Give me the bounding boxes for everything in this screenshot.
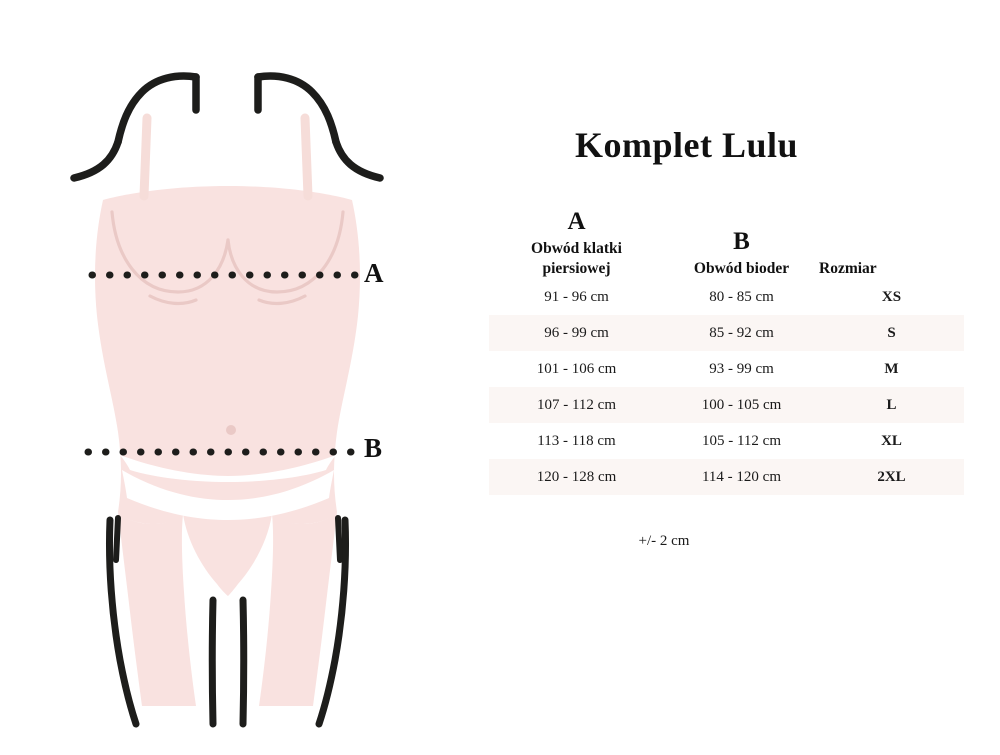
cell-size: XS [881, 288, 902, 305]
table-row [489, 279, 964, 315]
cell-size: M [884, 360, 899, 377]
table-row [489, 315, 964, 351]
column-header-chest-label: Obwód klatki piersiowej [531, 240, 622, 277]
cell-chest: 120 - 128 cm [536, 468, 617, 485]
column-header-hips-letter: B [733, 228, 750, 255]
tolerance-note: +/- 2 cm [638, 533, 690, 549]
page-title: Komplet Lulu [575, 125, 799, 165]
column-header-chest [489, 205, 664, 279]
straps [144, 118, 308, 196]
table-header-row [489, 205, 964, 279]
cell-size: XL [881, 432, 902, 449]
column-header-chest-letter: A [567, 208, 586, 235]
table-row [489, 387, 964, 423]
cell-chest: 96 - 99 cm [544, 324, 609, 341]
cell-chest: 101 - 106 cm [536, 360, 617, 377]
size-table-body [489, 279, 964, 495]
table-row [489, 423, 964, 459]
size-table [489, 205, 964, 495]
cell-chest: 107 - 112 cm [536, 396, 616, 413]
size-table-head [489, 205, 964, 279]
column-header-hips [664, 205, 819, 279]
figure-label-b: B [364, 433, 383, 463]
table-row [489, 351, 964, 387]
figure-svg [0, 0, 470, 750]
cell-hips: 100 - 105 cm [701, 396, 782, 413]
column-header-size-label: Rozmiar [819, 260, 877, 277]
cell-chest: 113 - 118 cm [537, 432, 616, 449]
cell-size: 2XL [877, 468, 906, 485]
cell-hips: 114 - 120 cm [701, 468, 781, 485]
cell-hips: 80 - 85 cm [709, 288, 774, 305]
size-chart-panel [470, 0, 1000, 750]
cell-hips: 85 - 92 cm [709, 324, 774, 341]
table-row [489, 459, 964, 495]
arms-outline [74, 76, 380, 178]
figure-label-a: A [364, 258, 384, 288]
navel-dot [226, 425, 236, 435]
bodysuit-shape [95, 186, 360, 706]
body-measurement-illustration [0, 0, 470, 750]
column-header-hips-label: Obwód bioder [693, 260, 790, 277]
cell-size: S [887, 324, 896, 341]
column-header-size [819, 205, 964, 279]
cell-hips: 93 - 99 cm [709, 360, 774, 377]
cell-chest: 91 - 96 cm [544, 288, 609, 305]
cell-size: L [886, 396, 897, 413]
cell-hips: 105 - 112 cm [701, 432, 781, 449]
